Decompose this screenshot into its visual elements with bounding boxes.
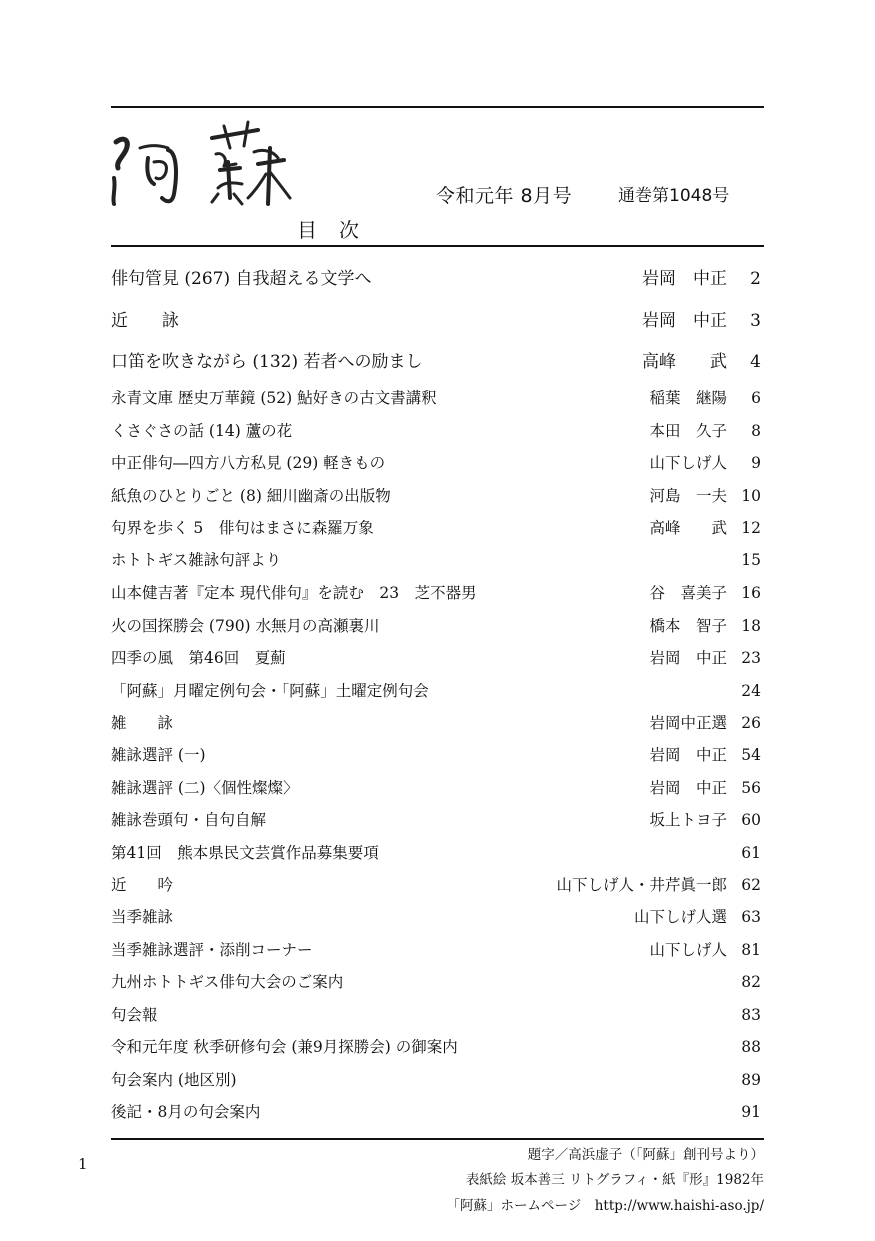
toc-entry-page: 89 [741,1071,761,1089]
toc-entry[interactable] [111,547,761,573]
toc-entry-title: 雑詠選評 (二)〈個性燦燦〉 [111,779,299,797]
toc-entry[interactable] [111,742,761,768]
toc-entry[interactable] [111,1002,761,1028]
toc-entry-title: 後記・8月の句会案内 [111,1103,261,1121]
toc-entry-title: 中正俳句―四方八方私見 (29) 軽きもの [111,454,386,472]
toc-entry-title: 火の国探勝会 (790) 水無月の高瀬裏川 [111,617,380,635]
toc-entry-title: 山本健吉著『定本 現代俳句』を読む 23 芝不器男 [111,584,477,602]
toc-entry[interactable] [111,613,761,639]
toc-entry-author: 本田 久子 [649,422,727,440]
toc-entry-page: 23 [741,649,761,667]
toc-entry-page: 60 [741,811,761,829]
toc-entry-author: 橋本 智子 [649,617,727,635]
toc-entry-title: 句会報 [111,1006,158,1024]
toc-entry[interactable] [111,450,761,476]
toc-entry[interactable] [111,266,761,292]
toc-entry-page: 88 [741,1038,761,1056]
toc-entry-title: 雑 詠 [111,714,174,732]
toc-entry-author: 谷 喜美子 [649,584,727,602]
toc-entry-page: 18 [741,617,761,635]
toc-entry-page: 91 [741,1103,761,1121]
toc-entry-title: 「阿蘇」月曜定例句会・「阿蘇」土曜定例句会 [111,682,429,700]
toc-entry[interactable] [111,840,761,866]
toc-entry[interactable] [111,1099,761,1125]
toc-entry-author: 岩岡 中正 [642,311,727,331]
toc-entry-page: 56 [741,779,761,797]
toc-entry[interactable] [111,969,761,995]
toc-entry-page: 12 [741,519,761,537]
toc-entry[interactable] [111,385,761,411]
toc-entry-title: 俳句管見 (267) 自我超える文学へ [111,269,372,289]
header-rule [111,245,764,247]
toc-entry-author: 岩岡 中正 [649,779,727,797]
toc-entry-title: 九州ホトトギス俳句大会のご案内 [111,973,344,991]
toc-entry-title: 令和元年度 秋季研修句会 (兼9月探勝会) の御案内 [111,1038,458,1056]
toc-entry[interactable] [111,349,761,375]
toc-entry-title: 句会案内 (地区別) [111,1071,237,1089]
toc-entry-page: 81 [741,941,761,959]
toc-entry-page: 9 [751,454,761,472]
toc-entry-title: 当季雑詠選評・添削コーナー [111,941,313,959]
toc-entry-title: 当季雑詠 [111,908,174,926]
toc-entry-title: 紙魚のひとりごと (8) 細川幽斎の出版物 [111,487,391,505]
top-rule [111,106,764,108]
toc-entry[interactable] [111,775,761,801]
toc-entry-page: 8 [751,422,761,440]
toc-entry[interactable] [111,937,761,963]
toc-entry[interactable] [111,807,761,833]
calligraphy-credit: 題字／高浜虚子（「阿蘇」創刊号より） [527,1147,764,1163]
toc-entry-author: 岩岡 中正 [649,746,727,764]
toc-entry[interactable] [111,872,761,898]
toc-entry-author: 岩岡 中正 [642,269,727,289]
toc-entry-title: 第41回 熊本県民文芸賞作品募集要項 [111,844,379,862]
toc-entry-author: 山下しげ人・井芹眞一郎 [556,876,727,894]
page-number: 1 [78,1155,88,1173]
toc-entry-page: 63 [741,908,761,926]
toc-entry-title: 口笛を吹きながら (132) 若者への励まし [111,352,423,372]
toc-entry-page: 82 [741,973,761,991]
toc-entry-author: 高峰 武 [649,519,727,537]
toc-entry-author: 河島 一夫 [649,487,727,505]
toc-entry-title: ホトトギス雑詠句評より [111,551,282,569]
toc-entry-author: 山下しげ人選 [633,908,727,926]
toc-entry-title: くさぐさの話 (14) 蘆の花 [111,422,293,440]
toc-entry-author: 山下しげ人 [649,941,727,959]
toc-entry[interactable] [111,710,761,736]
issue-date: 令和元年 8月号 [436,185,573,207]
footer-rule [111,1138,764,1140]
toc-entry-page: 61 [741,844,761,862]
toc-entry-author: 山下しげ人 [649,454,727,472]
toc-entry[interactable] [111,645,761,671]
toc-entry-page: 10 [741,487,761,505]
toc-entry-page: 16 [741,584,761,602]
toc-entry-page: 15 [741,551,761,569]
toc-entry-title: 雑詠選評 (一) [111,746,206,764]
toc-entry-title: 雑詠巻頭句・自句自解 [111,811,267,829]
toc-entry[interactable] [111,904,761,930]
toc-entry-page: 2 [750,269,761,289]
toc-entry[interactable] [111,308,761,334]
toc-entry-title: 近 吟 [111,876,174,894]
toc-entry-author: 高峰 武 [642,352,727,372]
toc-entry-page: 54 [741,746,761,764]
toc-entry-page: 26 [741,714,761,732]
toc-entry-page: 6 [751,389,761,407]
toc-entry-author: 稲葉 継陽 [649,389,727,407]
toc-entry-title: 句界を歩く 5 俳句はまさに森羅万象 [111,519,374,537]
toc-entry[interactable] [111,418,761,444]
toc-heading: 目次 [297,218,381,242]
toc-entry-page: 83 [741,1006,761,1024]
toc-entry-page: 4 [750,352,761,372]
toc-entry[interactable] [111,580,761,606]
toc-entry[interactable] [111,1067,761,1093]
toc-entry[interactable] [111,1034,761,1060]
toc-entry-page: 62 [741,876,761,894]
toc-entry-title: 近 詠 [111,311,179,331]
toc-entry-page: 3 [750,311,761,331]
toc-entry-author: 岩岡中正選 [649,714,727,732]
toc-entry[interactable] [111,515,761,541]
aso-calligraphy-logo [108,118,298,210]
toc-entry-author: 坂上トヨ子 [649,811,727,829]
volume-number: 通巻第1048号 [618,186,730,206]
toc-entry[interactable] [111,483,761,509]
cover-art-credit: 表紙絵 坂本善三 リトグラフィ・紙『形』1982年 [465,1172,764,1188]
toc-entry-author: 岩岡 中正 [649,649,727,667]
toc-entry-title: 永青文庫 歴史万華鏡 (52) 鮎好きの古文書講釈 [111,389,437,407]
toc-entry-page: 24 [741,682,761,700]
toc-entry-title: 四季の風 第46回 夏薊 [111,649,286,667]
toc-entry[interactable] [111,678,761,704]
website-link[interactable]: 「阿蘇」ホームページ http://www.haishi-aso.jp/ [446,1198,764,1214]
